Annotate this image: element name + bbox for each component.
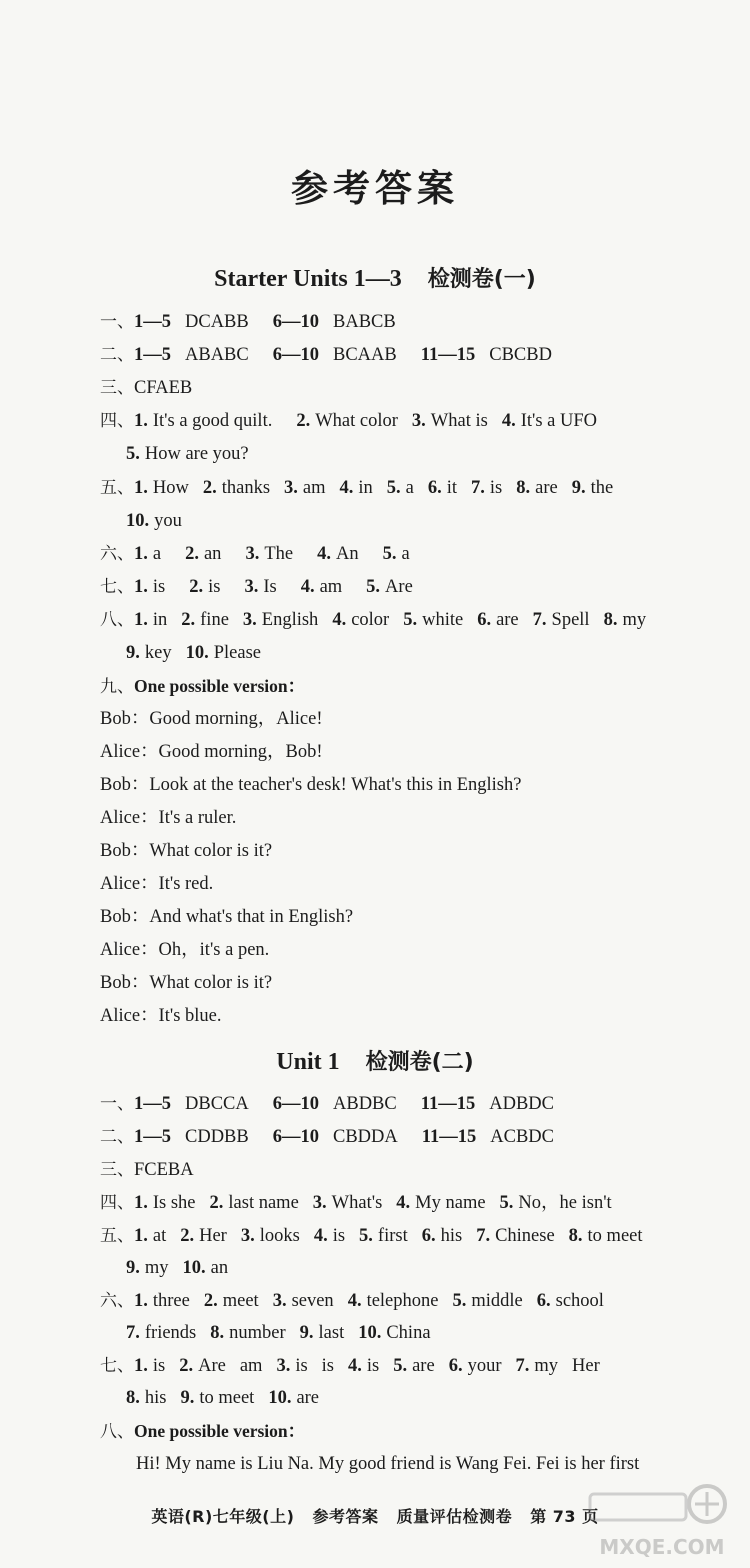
answer-line: 三、FCEBA [100,1160,194,1180]
answer-line: 四、1. It's a good quilt. 2. What color 3. What is 4. It's a UFO [100,411,598,431]
answer-line: 10. you [126,511,182,531]
watermark-text: MXQE.COM [599,1535,725,1559]
footer-page-number: 第 73 页 [530,1507,599,1526]
answer-line: 三、CFAEB [100,378,193,398]
answer-line: 8. his 9. to meet 10. are [126,1388,320,1408]
essay-paragraph: Hi! My name is Liu Na. My good friend is Wang Fei. Fei is her first [136,1454,640,1474]
footer-answers: 参考答案 [312,1507,379,1526]
answer-line: 5. How are you? [126,444,249,464]
answer-line: 七、1. is 2. is 3. Is 4. am 5. Are [100,577,413,597]
dialogue-line: Alice：Oh，it's a pen. [100,940,270,960]
section-title-en: Starter Units 1—3 [214,266,402,292]
section-title-en: Unit 1 [276,1049,340,1075]
answer-line: 五、1. at 2. Her 3. looks 4. is 5. first 6. his 7. Chinese 8. to meet [100,1226,643,1246]
footer-subject: 英语(R)七年级(上) [151,1507,295,1526]
dialogue-line: Bob：What color is it? [100,973,273,993]
section-title-cn: 检测卷(二) [365,1050,474,1075]
dialogue-line: Alice：Good morning，Bob! [100,742,323,762]
dialogue-line: Alice：It's red. [100,874,214,894]
answer-line: 六、1. three 2. meet 3. seven 4. telephone 5. middle 6. school [100,1291,604,1311]
answer-line: 四、1. Is she 2. last name 3. What's 4. My name 5. No，he isn't [100,1193,612,1213]
footer-series: 质量评估检测卷 [396,1507,513,1526]
answer-line: 七、1. is 2. Are am 3. is is 4. is 5. are 6. your 7. my Her [100,1356,600,1376]
answer-line: 7. friends 8. number 9. last 10. China [126,1323,431,1343]
answer-line: 八、1. in 2. fine 3. English 4. color 5. white 6. are 7. Spell 8. my [100,610,647,630]
dialogue-line: Bob：Good morning，Alice! [100,709,323,729]
watermark-logo [582,1482,742,1562]
dialogue-line: Bob：What color is it? [100,841,273,861]
page-title: 参考答案 [291,167,459,210]
answer-line: 9. key 10. Please [126,643,261,663]
answer-line: 六、1. a 2. an 3. The 4. An 5. a [100,544,410,564]
answer-line: 八、One possible version： [100,1421,306,1442]
dialogue-line: Bob：And what's that in English? [100,907,354,927]
answer-line: 九、One possible version： [100,676,306,697]
section-title-2 [0,1045,750,1076]
section-title-cn: 检测卷(一) [427,267,536,292]
dialogue-line: Alice：It's blue. [100,1006,222,1026]
section-title-1 [0,262,750,293]
answer-line: 五、1. How 2. thanks 3. am 4. in 5. a 6. it 7. is 8. are 9. the [100,478,614,498]
dialogue-line: Bob：Look at the teacher's desk! What's this in English? [100,775,522,795]
answer-line: 二、1—5 ABABC 6—10 BCAAB 11—15 CBCBD [100,345,552,365]
answer-line: 9. my 10. an [126,1258,229,1278]
answer-line: 一、1—5 DCABB 6—10 BABCB [100,312,396,332]
answer-line: 二、1—5 CDDBB 6—10 CBDDA 11—15 ACBDC [100,1127,554,1147]
answer-line: 一、1—5 DBCCA 6—10 ABDBC 11—15 ADBDC [100,1094,554,1114]
dialogue-line: Alice：It's a ruler. [100,808,237,828]
